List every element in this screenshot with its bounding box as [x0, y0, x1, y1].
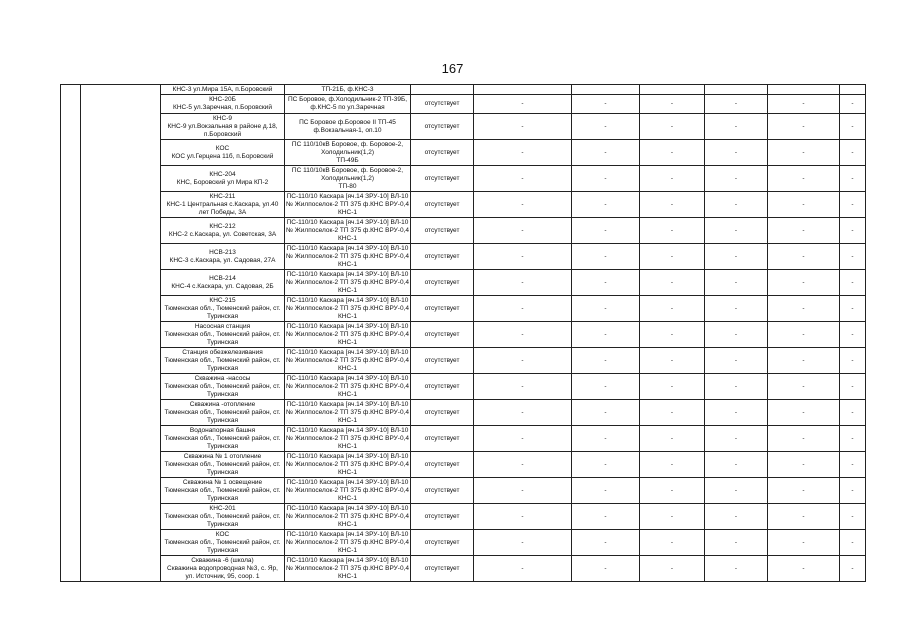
value-cell: -	[705, 504, 768, 530]
value-cell: -	[705, 140, 768, 166]
value-cell: -	[705, 478, 768, 504]
value-cell: -	[705, 218, 768, 244]
object-cell: НСВ-214 КНС-4 с.Каскара, ул. Садовая, 2Б	[161, 270, 285, 296]
value-cell: -	[474, 192, 572, 218]
value-cell: -	[705, 296, 768, 322]
table-row	[61, 322, 866, 348]
supply-source-cell: ПС-110/10 Каскара [яч.14 ЗРУ-10] ВЛ-10 № Жилпоселок-2 ТП 375 ф.КНС ВРУ-0,4 КНС-1	[286, 348, 409, 372]
value-cell: -	[572, 400, 640, 426]
supply-source-cell: ПС-110/10 Каскара [яч.14 ЗРУ-10] ВЛ-10 № Жилпоселок-2 ТП 375 ф.КНС ВРУ-0,4 КНС-1	[286, 192, 409, 216]
value-cell: -	[840, 296, 866, 322]
status-cell: отсутствует	[411, 140, 474, 166]
value-cell: -	[572, 192, 640, 218]
value-cell: -	[768, 556, 840, 582]
object-cell: Скважина -отопление Тюменская обл., Тюменский район, ст. Туринская	[161, 400, 285, 426]
value-cell: -	[705, 530, 768, 556]
value-cell: -	[572, 426, 640, 452]
value-cell: -	[640, 114, 705, 140]
value-cell: -	[768, 114, 840, 140]
value-cell: -	[840, 374, 866, 400]
status-cell: отсутствует	[411, 556, 474, 582]
value-cell: -	[640, 426, 705, 452]
supply-source-cell: ПС-110/10 Каскара [яч.14 ЗРУ-10] ВЛ-10 № Жилпоселок-2 ТП 375 ф.КНС ВРУ-0,4 КНС-1	[286, 504, 409, 528]
table-row	[61, 478, 866, 504]
supply-source-cell: ПС-110/10 Каскара [яч.14 ЗРУ-10] ВЛ-10 № Жилпоселок-2 ТП 375 ф.КНС ВРУ-0,4 КНС-1	[286, 478, 409, 502]
value-cell: -	[840, 218, 866, 244]
supply-source-cell: ПС 110/10кВ Боровое, ф. Боровое-2, Холодильник(1,2) ТП-80	[285, 166, 411, 192]
value-cell: -	[640, 166, 705, 192]
value-cell	[768, 85, 840, 95]
value-cell: -	[705, 348, 768, 374]
supply-source-cell: ПС-110/10 Каскара [яч.14 ЗРУ-10] ВЛ-10 № Жилпоселок-2 ТП 375 ф.КНС ВРУ-0,4 КНС-1	[286, 452, 409, 476]
value-cell: -	[640, 374, 705, 400]
table-row	[61, 166, 866, 192]
value-cell: -	[572, 504, 640, 530]
object-cell: КНС-201 Тюменская обл., Тюменский район, ст. Туринская	[161, 504, 285, 530]
status-cell: отсутствует	[411, 166, 474, 192]
value-cell: -	[640, 218, 705, 244]
value-cell: -	[640, 504, 705, 530]
value-cell: -	[572, 166, 640, 192]
status-cell: отсутствует	[411, 400, 474, 426]
value-cell: -	[474, 400, 572, 426]
value-cell: -	[640, 95, 705, 114]
value-cell: -	[840, 530, 866, 556]
value-cell: -	[705, 95, 768, 114]
object-cell: КНС-204 КНС, Боровский ул Мира КП-2	[161, 166, 285, 192]
value-cell: -	[474, 452, 572, 478]
value-cell: -	[768, 374, 840, 400]
object-cell: КОС КОС ул.Герцена 11б, п.Боровский	[161, 140, 285, 166]
value-cell: -	[768, 452, 840, 478]
value-cell: -	[474, 140, 572, 166]
table-row	[61, 374, 866, 400]
table-row	[61, 95, 866, 114]
value-cell: -	[640, 400, 705, 426]
value-cell: -	[474, 348, 572, 374]
status-cell: отсутствует	[411, 296, 474, 322]
object-cell: Скважина № 1 отопление Тюменская обл., Тюменский район, ст. Туринская	[161, 452, 285, 478]
value-cell: -	[474, 244, 572, 270]
supply-source-cell: ПС-110/10 Каскара [яч.14 ЗРУ-10] ВЛ-10 № Жилпоселок-2 ТП 375 ф.КНС ВРУ-0,4 КНС-1	[286, 426, 409, 450]
value-cell: -	[640, 556, 705, 582]
value-cell: -	[572, 374, 640, 400]
object-cell: Скважина № 1 освещение Тюменская обл., Тюменский район, ст. Туринская	[161, 478, 285, 504]
table-row	[61, 218, 866, 244]
value-cell	[640, 85, 705, 95]
table-row	[61, 530, 866, 556]
index-cell	[61, 85, 81, 582]
value-cell	[474, 85, 572, 95]
table-row	[61, 348, 866, 374]
value-cell	[840, 85, 866, 95]
object-cell: КНС-211 КНС-1 Центральная с.Каскара, ул.40 лет Победы, 3А	[161, 192, 285, 218]
value-cell: -	[840, 426, 866, 452]
value-cell: -	[572, 244, 640, 270]
table-row	[61, 426, 866, 452]
object-cell: КНС-9 КНС-9 ул.Вокзальная в районе д.18, п.Боровский	[161, 114, 285, 140]
value-cell: -	[474, 426, 572, 452]
value-cell: -	[768, 322, 840, 348]
status-cell: отсутствует	[411, 322, 474, 348]
value-cell: -	[474, 114, 572, 140]
table-row	[61, 85, 866, 95]
table-row	[61, 192, 866, 218]
status-cell: отсутствует	[411, 478, 474, 504]
group-cell	[81, 85, 161, 582]
value-cell: -	[640, 192, 705, 218]
value-cell: -	[705, 374, 768, 400]
power-supply-table	[60, 84, 866, 582]
value-cell: -	[768, 478, 840, 504]
value-cell: -	[768, 218, 840, 244]
value-cell: -	[840, 244, 866, 270]
object-cell: НСВ-213 КНС-3 с.Каскара, ул. Садовая, 27А	[161, 244, 285, 270]
supply-source-cell: ПС-110/10 Каскара [яч.14 ЗРУ-10] ВЛ-10 № Жилпоселок-2 ТП 375 ф.КНС ВРУ-0,4 КНС-1	[286, 296, 409, 320]
value-cell: -	[572, 478, 640, 504]
value-cell: -	[705, 556, 768, 582]
table-row	[61, 270, 866, 296]
value-cell: -	[572, 556, 640, 582]
value-cell: -	[768, 400, 840, 426]
value-cell: -	[640, 322, 705, 348]
table-row	[61, 504, 866, 530]
value-cell: -	[768, 270, 840, 296]
value-cell: -	[705, 400, 768, 426]
status-cell: отсутствует	[411, 270, 474, 296]
supply-source-cell: ПС-110/10 Каскара [яч.14 ЗРУ-10] ВЛ-10 № Жилпоселок-2 ТП 375 ф.КНС ВРУ-0,4 КНС-1	[286, 556, 409, 580]
value-cell: -	[572, 114, 640, 140]
value-cell: -	[768, 348, 840, 374]
supply-source-cell: ПС-110/10 Каскара [яч.14 ЗРУ-10] ВЛ-10 № Жилпоселок-2 ТП 375 ф.КНС ВРУ-0,4 КНС-1	[286, 530, 409, 554]
value-cell: -	[705, 244, 768, 270]
value-cell: -	[705, 192, 768, 218]
value-cell: -	[572, 270, 640, 296]
value-cell: -	[640, 296, 705, 322]
value-cell: -	[572, 348, 640, 374]
status-cell: отсутствует	[411, 530, 474, 556]
value-cell: -	[474, 166, 572, 192]
supply-source-cell: ПС-110/10 Каскара [яч.14 ЗРУ-10] ВЛ-10 № Жилпоселок-2 ТП 375 ф.КНС ВРУ-0,4 КНС-1	[286, 270, 409, 294]
value-cell: -	[840, 348, 866, 374]
value-cell: -	[768, 296, 840, 322]
value-cell: -	[572, 95, 640, 114]
value-cell: -	[640, 478, 705, 504]
object-cell: КНС-212 КНС-2 с.Каскара, ул. Советская, 3А	[161, 218, 285, 244]
value-cell: -	[705, 452, 768, 478]
supply-source-cell: ПС-110/10 Каскара [яч.14 ЗРУ-10] ВЛ-10 № Жилпоселок-2 ТП 375 ф.КНС ВРУ-0,4 КНС-1	[286, 244, 409, 268]
object-cell: Водонапорная башня Тюменская обл., Тюменский район, ст. Туринская	[161, 426, 285, 452]
value-cell: -	[840, 95, 866, 114]
table-row	[61, 244, 866, 270]
table-row	[61, 400, 866, 426]
value-cell: -	[768, 244, 840, 270]
value-cell: -	[705, 426, 768, 452]
object-cell: КНС-215 Тюменская обл., Тюменский район, ст. Туринская	[161, 296, 285, 322]
status-cell: отсутствует	[411, 114, 474, 140]
value-cell: -	[474, 504, 572, 530]
status-cell: отсутствует	[411, 95, 474, 114]
value-cell: -	[840, 140, 866, 166]
value-cell: -	[705, 114, 768, 140]
value-cell: -	[572, 322, 640, 348]
supply-source-cell: ПС Боровое ф.Боровое II ТП-45 ф.Вокзальная-1, оп.10	[285, 114, 411, 140]
object-cell: Станция обезжелезивания Тюменская обл., Тюменский район, ст. Туринская	[161, 348, 285, 374]
status-cell: отсутствует	[411, 218, 474, 244]
value-cell: -	[640, 452, 705, 478]
value-cell: -	[840, 452, 866, 478]
value-cell: -	[474, 296, 572, 322]
value-cell: -	[768, 504, 840, 530]
value-cell: -	[840, 400, 866, 426]
value-cell: -	[572, 530, 640, 556]
value-cell: -	[768, 166, 840, 192]
value-cell: -	[572, 218, 640, 244]
supply-source-cell: ТП-21Б, ф.КНС-3	[285, 85, 411, 95]
value-cell: -	[840, 556, 866, 582]
status-cell: отсутствует	[411, 192, 474, 218]
value-cell: -	[474, 556, 572, 582]
value-cell: -	[705, 166, 768, 192]
value-cell: -	[840, 322, 866, 348]
value-cell: -	[768, 192, 840, 218]
value-cell: -	[640, 348, 705, 374]
page-number: 167	[441, 61, 464, 76]
value-cell: -	[474, 374, 572, 400]
value-cell: -	[572, 452, 640, 478]
value-cell: -	[640, 140, 705, 166]
table-row	[61, 452, 866, 478]
table-row	[61, 140, 866, 166]
status-cell: отсутствует	[411, 504, 474, 530]
object-cell: Насосная станция Тюменская обл., Тюменский район, ст. Туринская	[161, 322, 285, 348]
object-cell: КНС-20Б КНС-5 ул.Заречная, п.Боровский	[161, 95, 285, 114]
supply-source-cell: ПС-110/10 Каскара [яч.14 ЗРУ-10] ВЛ-10 № Жилпоселок-2 ТП 375 ф.КНС ВРУ-0,4 КНС-1	[286, 322, 409, 346]
value-cell: -	[840, 166, 866, 192]
value-cell: -	[572, 296, 640, 322]
table-row	[61, 114, 866, 140]
status-cell	[411, 85, 474, 95]
status-cell: отсутствует	[411, 374, 474, 400]
status-cell: отсутствует	[411, 426, 474, 452]
status-cell: отсутствует	[411, 452, 474, 478]
value-cell: -	[705, 322, 768, 348]
value-cell: -	[474, 95, 572, 114]
value-cell: -	[474, 530, 572, 556]
value-cell: -	[572, 140, 640, 166]
object-cell: КНС-3 ул.Мира 15А, п.Боровский	[161, 85, 285, 95]
table-row	[61, 296, 866, 322]
value-cell: -	[705, 270, 768, 296]
value-cell: -	[768, 95, 840, 114]
supply-source-cell: ПС 110/10кВ Боровое, ф. Боровое-2, Холодильник(1,2) ТП-49Б	[285, 140, 411, 166]
value-cell: -	[768, 140, 840, 166]
value-cell: -	[474, 478, 572, 504]
object-cell: Скважина -насосы Тюменская обл., Тюменский район, ст. Туринская	[161, 374, 285, 400]
status-cell: отсутствует	[411, 348, 474, 374]
table-row	[61, 556, 866, 582]
value-cell: -	[474, 270, 572, 296]
value-cell: -	[768, 426, 840, 452]
value-cell: -	[840, 504, 866, 530]
supply-source-cell: ПС-110/10 Каскара [яч.14 ЗРУ-10] ВЛ-10 № Жилпоселок-2 ТП 375 ф.КНС ВРУ-0,4 КНС-1	[286, 218, 409, 242]
object-cell: КОС Тюменская обл., Тюменский район, ст. Туринская	[161, 530, 285, 556]
value-cell: -	[840, 192, 866, 218]
value-cell: -	[768, 530, 840, 556]
supply-source-cell: ПС-110/10 Каскара [яч.14 ЗРУ-10] ВЛ-10 № Жилпоселок-2 ТП 375 ф.КНС ВРУ-0,4 КНС-1	[286, 400, 409, 424]
value-cell: -	[640, 244, 705, 270]
value-cell: -	[840, 114, 866, 140]
value-cell: -	[474, 322, 572, 348]
value-cell	[705, 85, 768, 95]
value-cell: -	[474, 218, 572, 244]
value-cell: -	[840, 478, 866, 504]
status-cell: отсутствует	[411, 244, 474, 270]
value-cell: -	[640, 530, 705, 556]
value-cell: -	[640, 270, 705, 296]
supply-source-cell: ПС Боровое, ф.Холодильник-2 ТП-39Б, ф.КНС-5 по ул.Заречная	[285, 95, 411, 114]
value-cell	[572, 85, 640, 95]
value-cell: -	[840, 270, 866, 296]
supply-source-cell: ПС-110/10 Каскара [яч.14 ЗРУ-10] ВЛ-10 № Жилпоселок-2 ТП 375 ф.КНС ВРУ-0,4 КНС-1	[286, 374, 409, 398]
object-cell: Скважина -6 (школа) Скважина водопроводная №3, с. Яр, ул. Источник, 95, соор. 1	[161, 556, 285, 582]
